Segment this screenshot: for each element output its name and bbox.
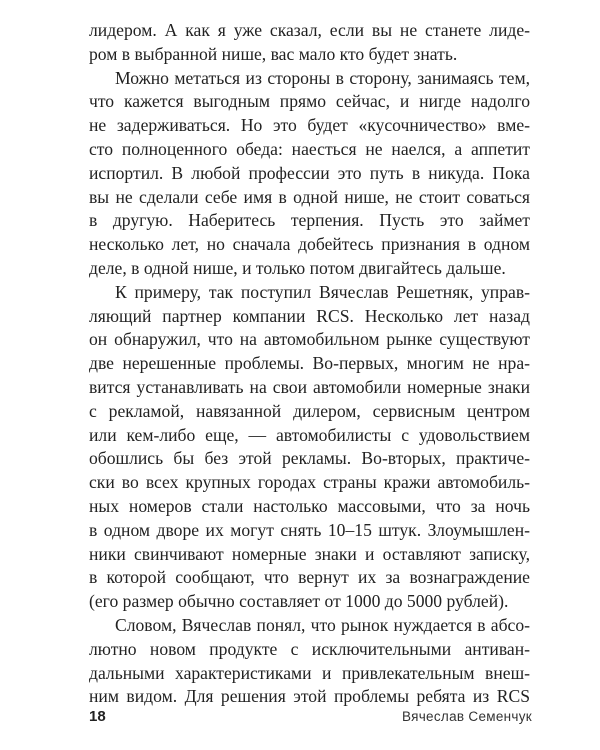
- text-line: с рекламой, навязанной дилером, сервисным центром: [89, 400, 530, 421]
- text-line: ним видом. Для решения этой проблемы ребята из RCS: [89, 686, 530, 707]
- text-line: Словом, Вячеслав понял, что рынок нуждается в абсо-: [115, 614, 530, 635]
- text-line: ски во всех крупных городах страны кражи автомобиль-: [89, 472, 530, 493]
- page-number: 18: [89, 708, 106, 725]
- text-line: (его размер обычно составляет от 1000 до 5000 рублей).: [89, 591, 509, 612]
- text-line: вы не сделали себе имя в одной нише, не стоит соваться: [89, 186, 530, 207]
- text-line: ром в выбранной нише, вас мало кто будет знать.: [89, 43, 458, 64]
- text-line: не задерживаться. Но это будет «кусочничество» вме-: [89, 115, 530, 136]
- text-line: вится устанавливать на свои автомобили номерные знаки: [89, 376, 530, 397]
- text-line: ных номеров стали настолько массовыми, что за ночь: [89, 495, 530, 516]
- text-line: или кем-либо еще, — автомобилисты с удовольствием: [89, 424, 530, 445]
- text-line: в которой сообщают, что вернут их за вознаграждение: [89, 567, 530, 588]
- text-line: лидером. А как я уже сказал, если вы не станете лиде-: [89, 20, 530, 40]
- text-line: в одном дворе их могут снять 10–15 штук. Злоумышлен-: [89, 519, 530, 540]
- text-line: Можно метаться из стороны в сторону, занимаясь тем,: [115, 67, 530, 88]
- text-line: сто полноценного обеда: наесться не наелся, а аппетит: [89, 138, 530, 159]
- text-line: ляющий партнер компании RCS. Несколько лет назад: [89, 305, 530, 326]
- text-line: дальными характеристиками и привлекательным внеш-: [89, 662, 530, 683]
- text-line: ники свинчивают номерные знаки и оставляют записку,: [89, 543, 530, 564]
- text-line: К примеру, так поступил Вячеслав Решетняк, управ-: [115, 281, 530, 302]
- text-line: он обнаружил, что на автомобильном рынке существуют: [89, 329, 530, 350]
- text-line: испортил. В любой профессии это путь в никуда. Пока: [89, 162, 530, 183]
- body-text: [89, 19, 530, 709]
- running-footer-author: Вячеслав Семенчук: [401, 709, 532, 724]
- text-line: деле, в одной нише, и только потом двигайтесь дальше.: [89, 257, 506, 278]
- text-line: что кажется выгодным прямо сейчас, и нигде надолго: [89, 91, 530, 112]
- text-line: лютно новом продукте с исключительными антиван-: [89, 638, 530, 659]
- text-line: несколько лет, но сначала добейтесь признания в одном: [89, 234, 530, 255]
- text-line: обошлись бы без этой рекламы. Во-вторых, практиче-: [89, 448, 530, 469]
- text-line: две нерешенные проблемы. Во-первых, многим не нра-: [89, 353, 530, 374]
- text-line: в другую. Наберитесь терпения. Пусть это займет: [89, 210, 530, 231]
